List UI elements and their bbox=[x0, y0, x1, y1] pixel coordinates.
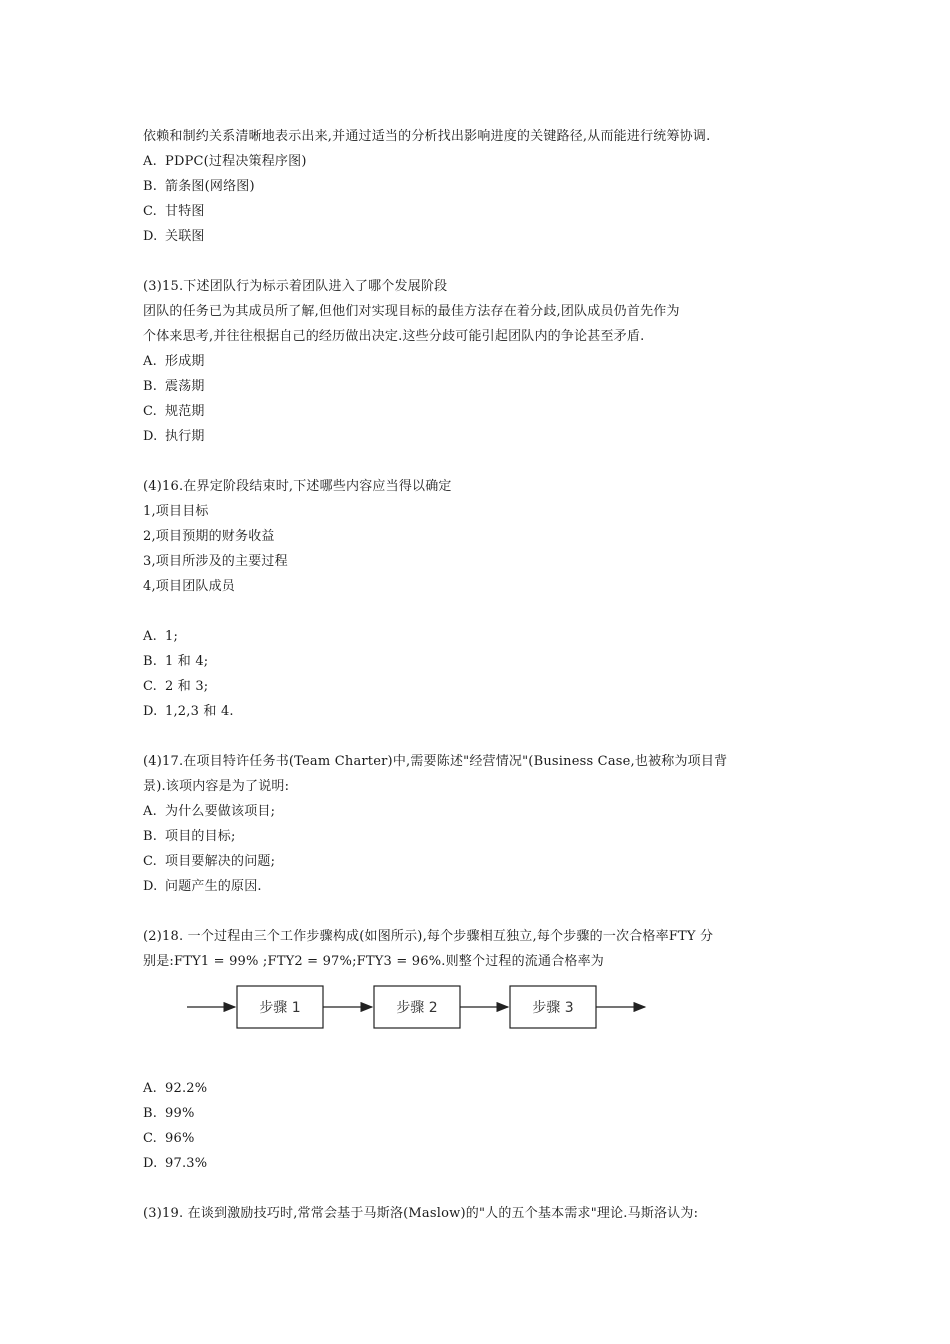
q17-option-d bbox=[143, 874, 783, 899]
option-text: 99% bbox=[165, 1106, 195, 1121]
option-letter: A. bbox=[143, 1081, 157, 1096]
q15-body-2: 个体来思考,并往往根据自己的经历做出决定.这些分歧可能引起团队内的争论甚至矛盾. bbox=[143, 329, 645, 344]
q14-option-b bbox=[143, 174, 783, 199]
option-letter: D. bbox=[143, 429, 158, 444]
q14-text: 依赖和制约关系清晰地表示出来,并通过适当的分析找出影响进度的关键路径,从而能进行统筹协调. bbox=[143, 129, 711, 144]
option-text: 关联图 bbox=[165, 229, 205, 244]
option-letter: B. bbox=[143, 1106, 158, 1121]
q18-option-a bbox=[143, 1076, 783, 1101]
option-letter: D. bbox=[143, 879, 158, 894]
option-text: 形成期 bbox=[165, 354, 205, 369]
q18-title-2: 别是:FTY1 = 99% ;FTY2 = 97%;FTY3 = 96%.则整个过程的流通合格率为 bbox=[143, 954, 604, 969]
option-text: 96% bbox=[165, 1131, 195, 1146]
q15-option-c bbox=[143, 399, 783, 424]
q17-option-b bbox=[143, 824, 783, 849]
option-text: 问题产生的原因. bbox=[165, 879, 262, 894]
q14-option-c bbox=[143, 199, 783, 224]
q17-title-1: (4)17.在项目特许任务书(Team Charter)中,需要陈述"经营情况"(Business Case,也被称为项目背 bbox=[143, 754, 728, 769]
option-letter: C. bbox=[143, 404, 158, 419]
option-text: 震荡期 bbox=[165, 379, 205, 394]
q14-option-d bbox=[143, 224, 783, 249]
q15-option-d bbox=[143, 424, 783, 449]
option-letter: A. bbox=[143, 354, 157, 369]
q16-option-a bbox=[143, 624, 783, 649]
option-letter: B. bbox=[143, 179, 158, 194]
q15-title: (3)15.下述团队行为标示着团队进入了哪个发展阶段 bbox=[143, 279, 448, 294]
q16-option-c bbox=[143, 674, 783, 699]
option-text: 项目的目标; bbox=[165, 829, 236, 844]
q18-option-b bbox=[143, 1101, 783, 1126]
q16-item: 3,项目所涉及的主要过程 bbox=[143, 554, 288, 569]
option-text: 箭条图(网络图) bbox=[165, 179, 255, 194]
option-letter: D. bbox=[143, 704, 158, 719]
option-text: 甘特图 bbox=[165, 204, 205, 219]
option-text: 规范期 bbox=[165, 404, 205, 419]
process-flow-diagram bbox=[143, 982, 783, 1072]
option-letter: C. bbox=[143, 204, 158, 219]
q15-body-1: 团队的任务已为其成员所了解,但他们对实现目标的最佳方法存在着分歧,团队成员仍首先作为 bbox=[143, 304, 680, 319]
q16-option-b bbox=[143, 649, 783, 674]
option-text: 1; bbox=[165, 629, 179, 644]
document-page bbox=[143, 124, 783, 1226]
q16-item: 1,项目目标 bbox=[143, 504, 209, 519]
q18-title-1: (2)18. 一个过程由三个工作步骤构成(如图所示),每个步骤相互独立,每个步骤的一次合格率FTY 分 bbox=[143, 929, 714, 944]
q16-title: (4)16.在界定阶段结束时,下述哪些内容应当得以确定 bbox=[143, 479, 452, 494]
option-letter: D. bbox=[143, 229, 158, 244]
step-2-label: 步骤 2 bbox=[396, 1000, 438, 1016]
q18-option-d bbox=[143, 1151, 783, 1176]
q18-option-c bbox=[143, 1126, 783, 1151]
option-text: 执行期 bbox=[165, 429, 205, 444]
option-letter: C. bbox=[143, 679, 158, 694]
q14-option-a bbox=[143, 149, 783, 174]
q16-option-d bbox=[143, 699, 783, 724]
q15-option-b bbox=[143, 374, 783, 399]
option-letter: A. bbox=[143, 629, 157, 644]
option-text: 1 和 4; bbox=[165, 654, 209, 669]
q17-option-c bbox=[143, 849, 783, 874]
option-text: 97.3% bbox=[165, 1156, 208, 1171]
q15-option-a bbox=[143, 349, 783, 374]
step-3-label: 步骤 3 bbox=[532, 1000, 574, 1016]
option-letter: C. bbox=[143, 1131, 158, 1146]
q17-title-2: 景).该项内容是为了说明: bbox=[143, 779, 290, 794]
option-text: 为什么要做该项目; bbox=[165, 804, 276, 819]
option-letter: D. bbox=[143, 1156, 158, 1171]
step-1-label: 步骤 1 bbox=[259, 1000, 301, 1016]
option-text: 92.2% bbox=[165, 1081, 208, 1096]
option-text: 2 和 3; bbox=[165, 679, 209, 694]
option-letter: A. bbox=[143, 154, 157, 169]
option-letter: B. bbox=[143, 379, 158, 394]
process-flow-svg bbox=[183, 982, 663, 1052]
option-text: 1,2,3 和 4. bbox=[165, 704, 234, 719]
q16-item: 2,项目预期的财务收益 bbox=[143, 529, 275, 544]
q16-item: 4,项目团队成员 bbox=[143, 579, 236, 594]
option-letter: B. bbox=[143, 829, 158, 844]
q19-title: (3)19. 在谈到激励技巧时,常常会基于马斯洛(Maslow)的"人的五个基本需求"理论.马斯洛认为: bbox=[143, 1206, 699, 1221]
option-letter: B. bbox=[143, 654, 158, 669]
q17-option-a bbox=[143, 799, 783, 824]
option-text: PDPC(过程决策程序图) bbox=[165, 154, 307, 169]
option-text: 项目要解决的问题; bbox=[165, 854, 276, 869]
option-letter: A. bbox=[143, 804, 157, 819]
option-letter: C. bbox=[143, 854, 158, 869]
